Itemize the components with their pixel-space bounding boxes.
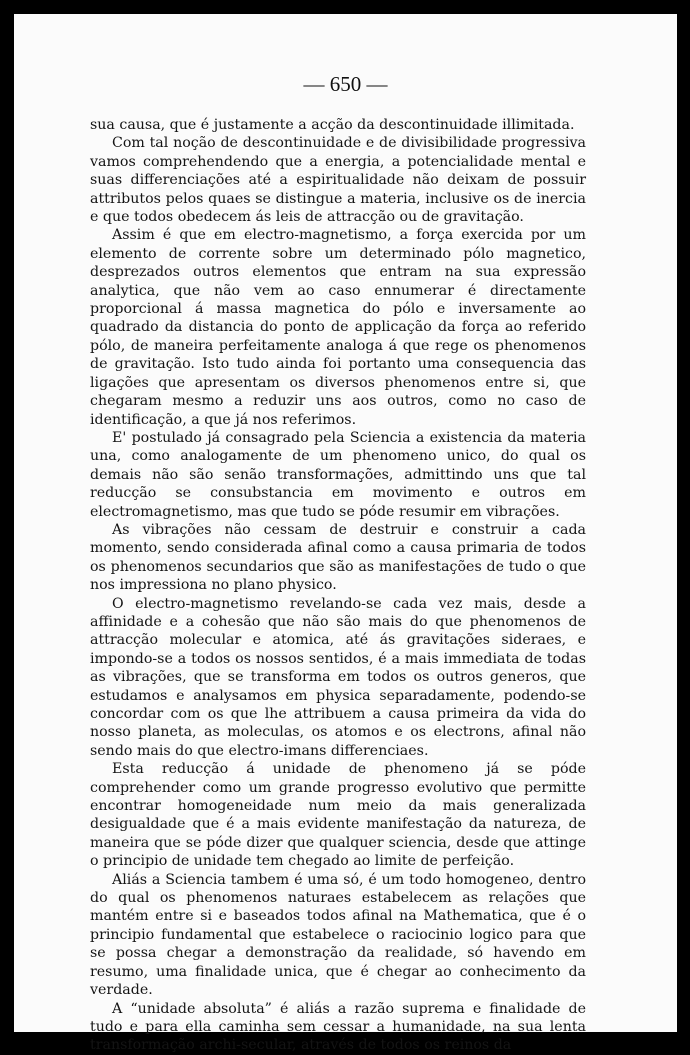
- paragraph-8: Aliás a Sciencia tambem é uma só, é um todo homogeneo, dentro do qual os phenomenos naturaes estabelecem as relações que mantém entre si e baseados todos afinal na Mathematica, que é o principio fundamental que estabelece o raciocinio logico para que se possa chegar a demonstração da realidade, só havendo em resumo, uma finalidade unica, que é chegar ao conhecimento da verdade.: [90, 871, 586, 999]
- page-number: — 650 —: [303, 72, 388, 96]
- paragraph-4: E' postulado já consagrado pela Sciencia a existencia da materia una, como analogamente de um phenomeno unico, do qual os demais não são senão transformações, admittindo uns que tal reducção se consubstancia em movimento e outros em electromagnetismo, mas que tudo se póde resumir em vibrações.: [90, 429, 586, 520]
- paragraph-7: Esta reducção á unidade de phenomeno já se póde comprehender como um grande progresso evolutivo que permitte encontrar homogeneidade num meio da mais generalizada desigualdade que é a mais evidente manifestação da natureza, de maneira que se póde dizer que qualquer sciencia, desde que attinge o principio de unidade tem chegado ao limite de perfeição.: [90, 761, 586, 870]
- paragraph-5: As vibrações não cessam de destruir e construir a cada momento, sendo considerada afinal como a causa primaria de todos os phenomenos secundarios que são as manifestações de tudo o que nos impressiona no plano physico.: [90, 521, 586, 594]
- body-text: [90, 116, 586, 1055]
- paragraph-6: O electro-magnetismo revelando-se cada vez mais, desde a affinidade e a cohesão que não são mais do que phenomenos de attracção molecular e atomica, até ás gravitações sideraes, e impondo-se a todos os nossos sentidos, é a mais immediata de todas as vibrações, que se transforma em todos os outros generos, que estudamos e analysamos em physica separadamente, podendo-se concordar com os que lhe attribuem a causa primeira da vida do nosso planeta, as moleculas, os atomos e os electrons, afinal não sendo mais do que electro-imans differenciaes.: [90, 595, 586, 759]
- paragraph-9: A “unidade absoluta” é aliás a razão suprema e finalidade de tudo e para ella caminha sem cessar a humanidade, na sua lenta transformação archi-secular, através de todos os reinos da: [90, 1000, 586, 1054]
- paragraph-1: sua causa, que é justamente a acção da descontinuidade illimitada.: [90, 117, 575, 133]
- book-page: [14, 14, 677, 1054]
- paragraph-2: Com tal noção de descontinuidade e de divisibilidade progressiva vamos comprehendendo que a energia, a potencialidade mental e suas differenciações até a espiritualidade não deixam de possuir attributos pelos quaes se distingue a materia, inclusive os de inercia e que todos obedecem ás leis de attracção ou de gravitação.: [90, 135, 586, 226]
- paragraph-3: Assim é que em electro-magnetismo, a força exercida por um elemento de corrente sobre um determinado pólo magnetico, desprezados outros elementos que entram na sua expressão analytica, que não vem ao caso ennumerar é directamente proporcional á massa magnetica do pólo e inversamente ao quadrado da distancia do ponto de applicação da força ao referido pólo, de maneira perfeitamente analoga á que rege os phenomenos de gravitação. Isto tudo ainda foi portanto uma consequencia das ligações que apresentam os diversos phenomenos entre si, que chegaram mesmo a reduzir uns aos outros, como no caso de identificação, a que já nos referimos.: [90, 227, 586, 428]
